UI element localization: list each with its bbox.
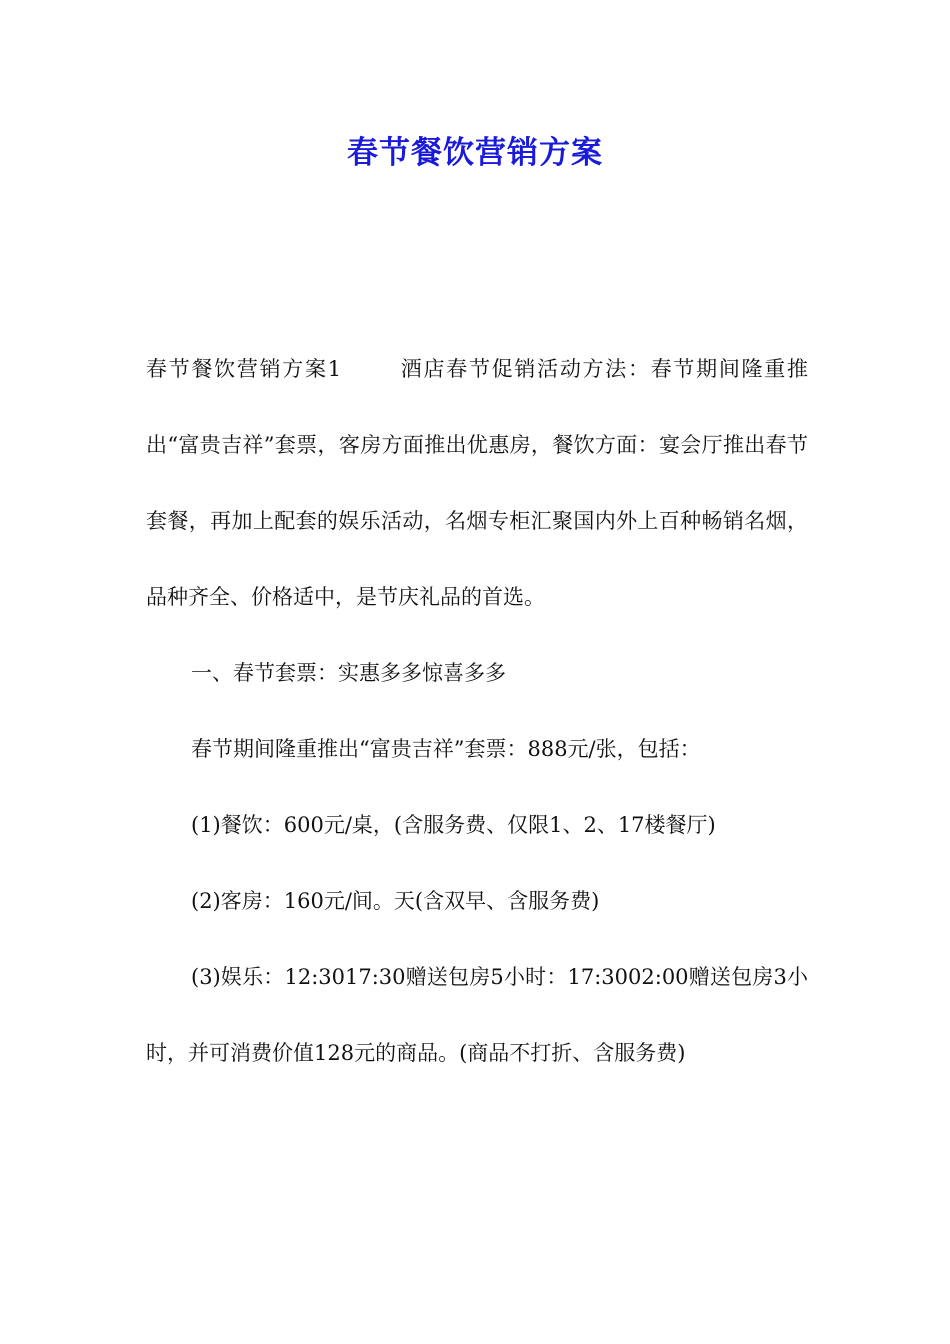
intro-heading: 春节餐饮营销方案1: [146, 357, 342, 381]
document-title: 春节餐饮营销方案: [347, 135, 603, 171]
list-item: (3)娱乐：12:3017:30赠送包房5小时：17:3002:00赠送包房3小时，并可消费价值128元的商品。(商品不打折、含服务费): [146, 965, 808, 1065]
intro-paragraph: [146, 331, 808, 635]
list-item: (2)客房：160元/间。天(含双早、含服务费): [191, 889, 600, 913]
document-body: [146, 331, 808, 1091]
section-heading: 一、春节套票：实惠多多惊喜多多: [191, 661, 506, 685]
list-item: (1)餐饮：600元/桌，(含服务费、仅限1、2、17楼餐厅): [191, 813, 716, 837]
intro-text: 酒店春节促销活动方法：春节期间隆重推出“富贵吉祥”套票，客房方面推出优惠房，餐饮方面：宴会厅推出春节套餐，再加上配套的娱乐活动，名烟专柜汇聚国内外上百种畅销名烟，品种齐全、价格适中，是节庆礼品的首选。: [146, 357, 808, 609]
section-intro: 春节期间隆重推出“富贵吉祥”套票：888元/张，包括：: [191, 737, 701, 761]
